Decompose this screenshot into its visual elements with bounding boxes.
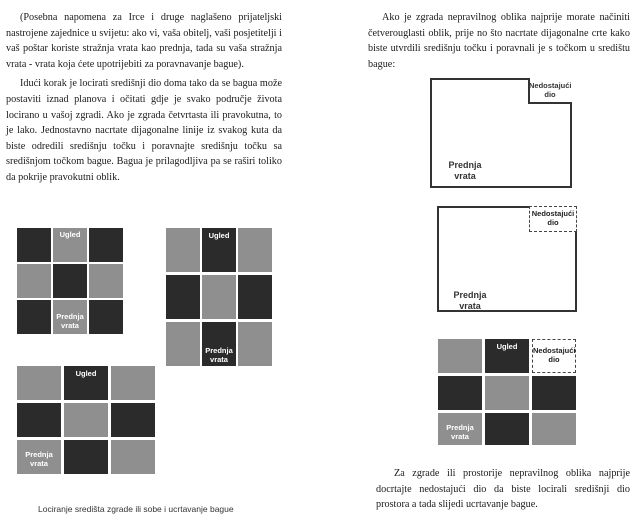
label-prednja: Prednja <box>448 160 482 170</box>
grid-cell <box>438 339 482 373</box>
label-prednja: Prednja <box>25 450 53 459</box>
bagua-grid-3 <box>17 366 155 474</box>
label-vrata: vrata <box>30 459 48 468</box>
figure-caption: Lociranje središta zgrade ili sobe i ucrtavanje bague <box>38 504 234 514</box>
grid-cell <box>89 264 123 298</box>
label-dio: dio <box>544 90 556 99</box>
plan-wall <box>430 78 432 186</box>
label-dio: dio <box>548 355 560 364</box>
label-nedostajuci: Nedostajući <box>531 209 575 218</box>
grid-cell <box>17 403 61 437</box>
grid-cell <box>238 228 272 272</box>
grid-cell <box>89 300 123 334</box>
grid-cell <box>17 228 51 262</box>
grid-cell <box>166 275 200 319</box>
label-ugled: Ugled <box>208 231 230 240</box>
plan-wall <box>430 78 528 80</box>
grid-cell <box>166 322 200 366</box>
label-ugled: Ugled <box>75 369 97 378</box>
grid-cell <box>238 275 272 319</box>
grid-cell <box>111 440 155 474</box>
plan-wall <box>528 102 570 104</box>
label-vrata: vrata <box>451 432 469 441</box>
label-dio: dio <box>547 218 559 227</box>
plan-label-prednja-vrata <box>440 160 490 182</box>
missing-part-box <box>532 339 576 373</box>
right-bottom-text: Za zgrade ili prostorije nepravilnog oblika najprije docrtajte nedostajući dio da biste locirali središnji dio prostora a tada slijedi ucrtavanje bague. <box>376 468 630 511</box>
grid-cell <box>64 403 108 437</box>
grid-cell <box>17 300 51 334</box>
label-nedostajuci: Nedostajući <box>529 81 572 90</box>
missing-part-label <box>529 81 571 99</box>
label-ugled: Ugled <box>496 342 518 351</box>
bagua-grid-1 <box>17 228 125 334</box>
plan-wall <box>437 206 439 310</box>
grid-cell <box>202 275 236 319</box>
left-text-block <box>6 10 282 190</box>
plan-label-prednja-vrata <box>445 290 495 312</box>
label-ugled: Ugled <box>59 230 81 239</box>
plan-wall <box>437 206 529 208</box>
grid-cell <box>111 366 155 400</box>
missing-part-box <box>529 206 577 232</box>
label-prednja: Prednja <box>205 346 233 355</box>
grid-cell <box>532 413 576 445</box>
grid-cell <box>17 264 51 298</box>
paragraph-note: (Posebna napomena za Irce i druge naglašeno prijateljski nastrojene zajednice u svijetu: ako vi, vaša obitelj, vaši posjetitelji i vaš poštar koriste stražnja vrata kao prednja, tada su vaša stražnja vrata - vrata koja ćete upotrijebiti za poravnavanje bague). <box>6 12 282 70</box>
grid-cell <box>17 366 61 400</box>
label-nedostajuci: Nedostajući <box>533 346 576 355</box>
grid-cell <box>438 376 482 410</box>
grid-cell <box>238 322 272 366</box>
right-top-text: Ako je zgrada nepravilnog oblika najprije morate načiniti četverouglasti oblik, prije no što nacrtate dijagonalne crte kako biste utvrdili središnju točku i poravnali je s točkom u središtu bague: <box>368 12 630 70</box>
label-vrata: vrata <box>61 321 79 330</box>
grid-cell <box>532 376 576 410</box>
grid-cell <box>485 413 529 445</box>
bagua-grid-4 <box>438 339 578 445</box>
irregular-plan-2 <box>437 206 577 312</box>
label-prednja: Prednja <box>56 312 84 321</box>
irregular-plan-1 <box>430 78 572 188</box>
label-prednja: Prednja <box>446 423 474 432</box>
label-prednja: Prednja <box>453 290 487 300</box>
grid-cell <box>111 403 155 437</box>
grid-cell <box>485 376 529 410</box>
label-vrata: vrata <box>459 301 481 311</box>
label-vrata: vrata <box>210 355 228 364</box>
plan-wall <box>430 186 572 188</box>
grid-cell <box>89 228 123 262</box>
plan-wall <box>575 232 577 310</box>
grid-cell <box>53 264 87 298</box>
grid-cell <box>64 440 108 474</box>
grid-cell <box>166 228 200 272</box>
plan-wall <box>570 102 572 186</box>
paragraph-center: Idući korak je locirati središnji dio doma tako da se bagua može postaviti iznad planova i očitati gdje je svako područje života locirano u vašoj zgradi. Ako je zgrada četvrtasta ili pravokutna, to je lako. Jednostavno nacrtate dijagonalne linije iz svakog kuta da biste odredili središnju točku i poravnajte središnju točku sa središnjom točkom bague. Bagua je prilagodljiva pa se raširi toliko da pokrije pravokutni oblik. <box>6 78 282 183</box>
bagua-grid-2 <box>166 228 272 366</box>
label-vrata: vrata <box>454 171 476 181</box>
